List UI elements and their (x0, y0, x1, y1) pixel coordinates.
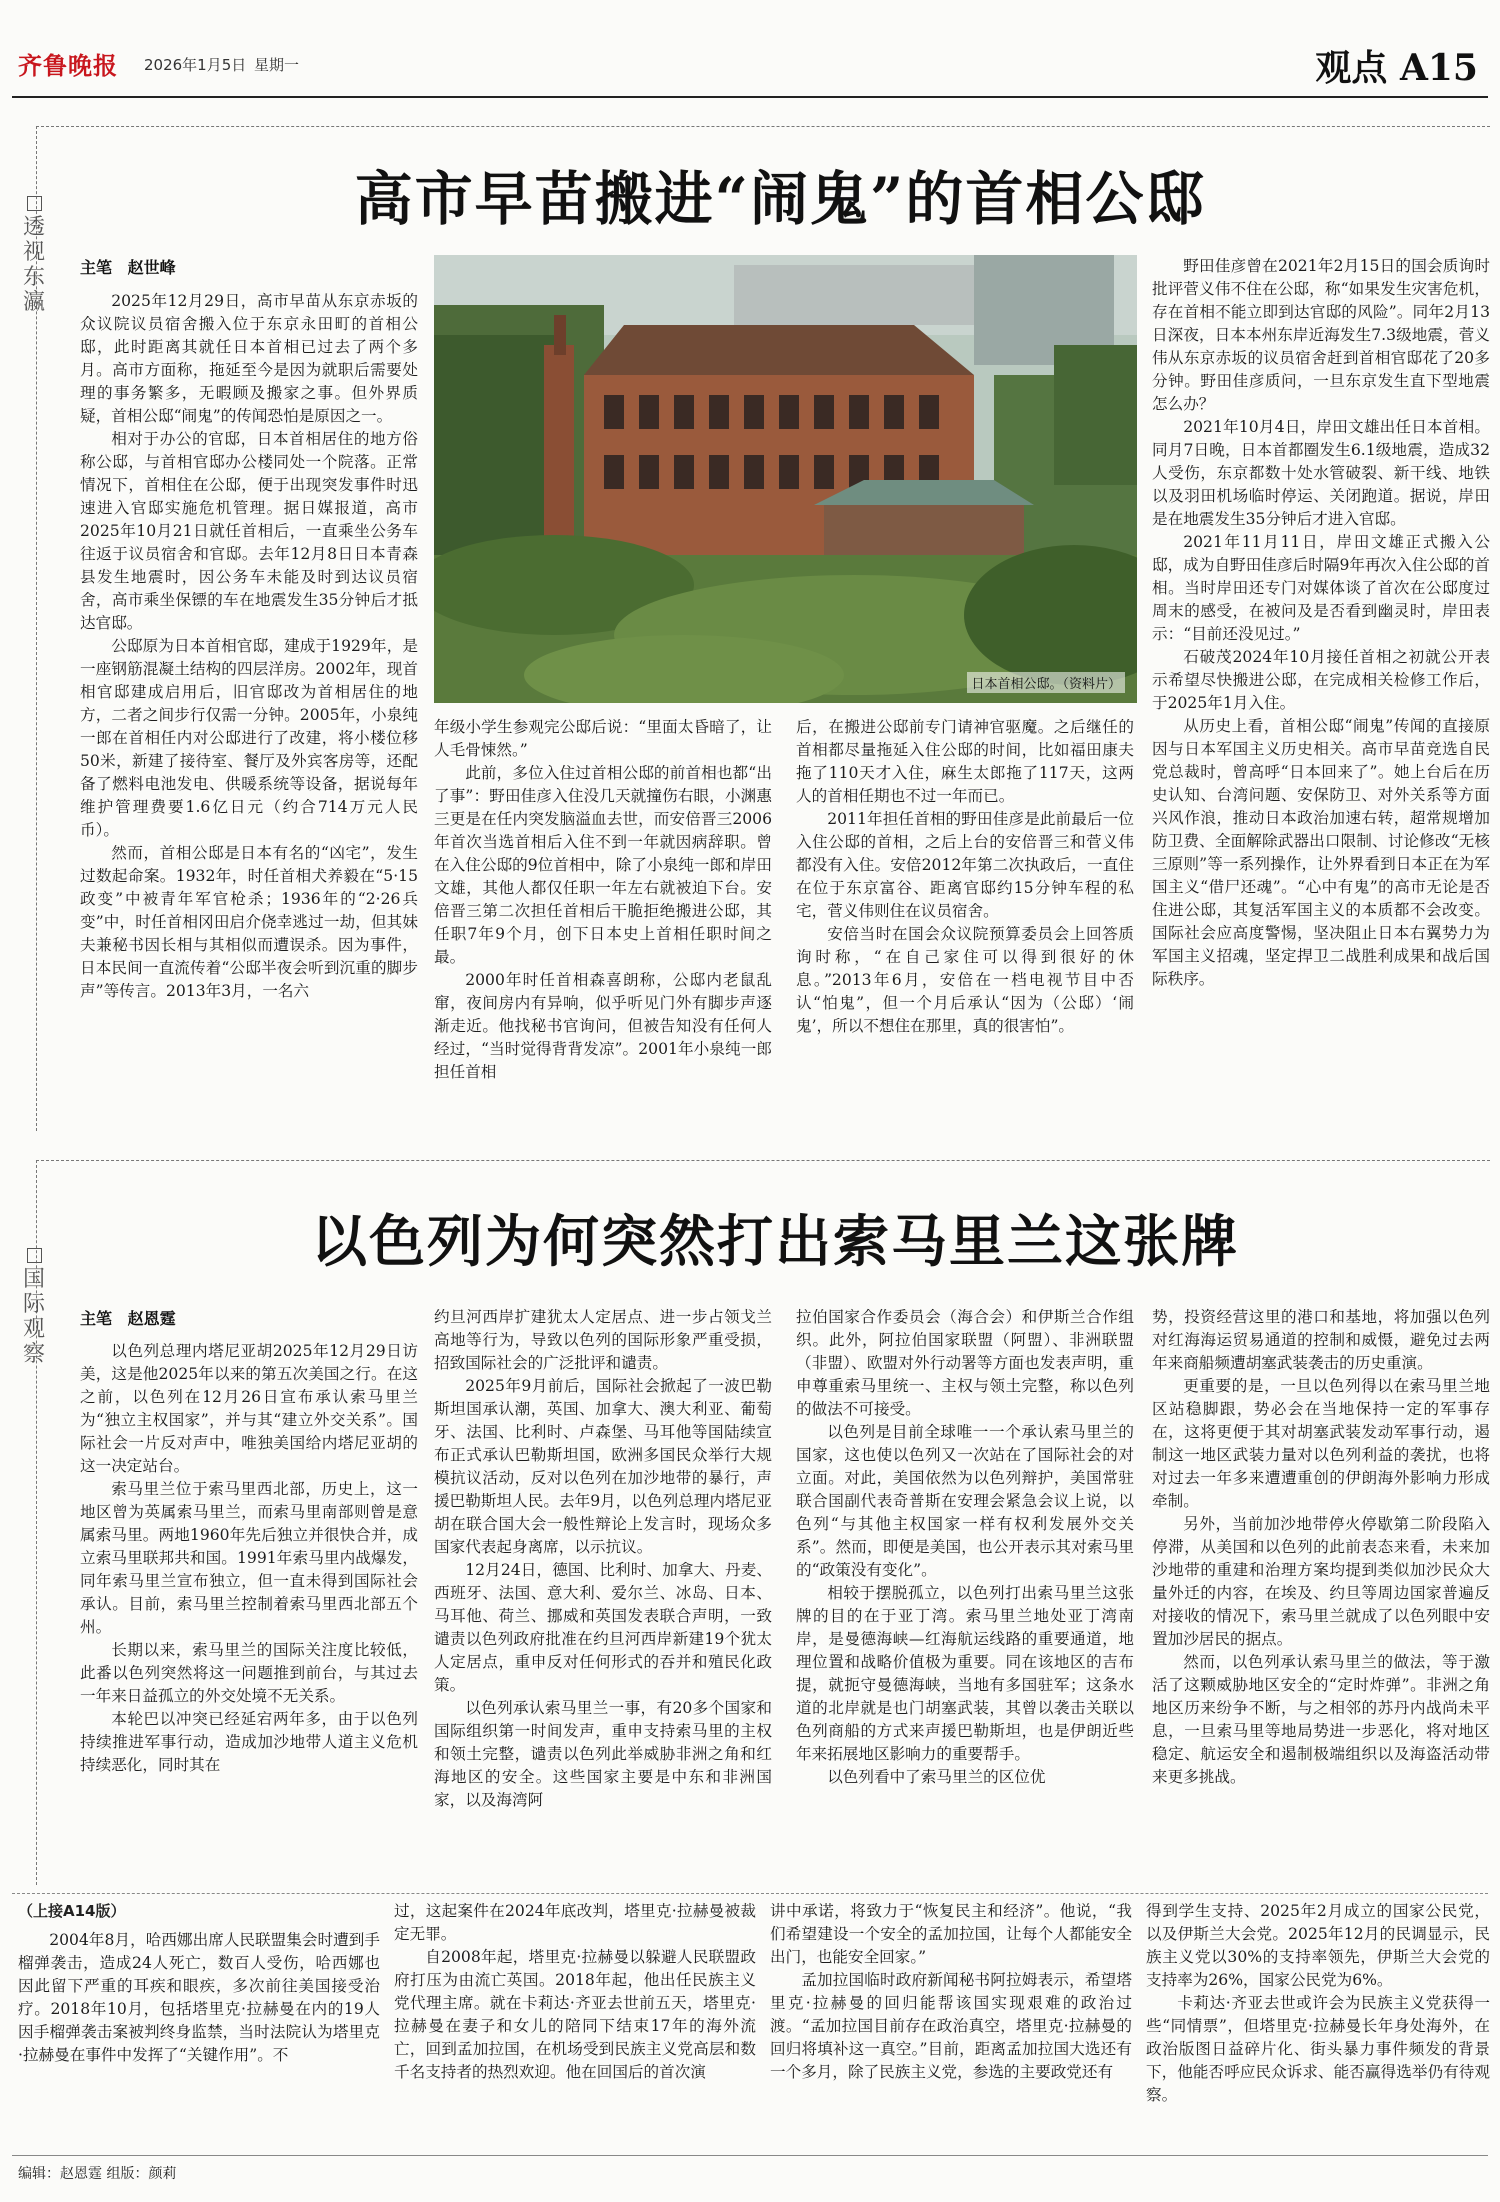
article1-col3 (796, 716, 1134, 1122)
article1-col2 (434, 716, 772, 1122)
footer-rule (12, 2155, 1488, 2156)
continued-col1-p1: 2004年8月，哈西娜出席人民联盟集会时遭到手榴弹袭击，造成24人死亡，数百人受伤，哈西娜也因此留下严重的耳疾和眼疾，多次前往美国接受治疗。2018年10月，包括塔里克·拉赫曼在内的19人因手榴弹袭击案被判终身监禁，当时法院认为塔里克·拉赫曼在事件中发挥了“关键作用”。不 (18, 1931, 380, 2064)
section-page-label: 观点 A15 (1315, 47, 1478, 89)
article1-col1-p1: 2025年12月29日，高市早苗从东京赤坂的众议院议员宿舍搬入位于东京永田町的首相公邸，此时距离其就任日本首相已过去了两个多月。高市方面称，拖延至今是因为就职后需要处理的事务繁多，无暇顾及搬家之事。但外界质疑，首相公邸“闹鬼”的传闻恐怕是原因之一。 (80, 292, 418, 425)
article2-col1-p3: 长期以来，索马里兰的国际关注度比较低，此番以色列突然将这一问题推到前台，与其过去一年来日益孤立的外交处境不无关系。 (80, 1641, 418, 1705)
article2-col3 (796, 1306, 1134, 1880)
byline-role: 主笔 (80, 1309, 113, 1328)
continued-separator (12, 1893, 1488, 1894)
prime-minister-residence-photo (434, 255, 1137, 703)
continued-col4-p2: 卡莉达·齐亚去世或许会为民族主义党获得一些“同情票”，但塔里克·拉赫曼长年身处海外，在政治版图日益碎片化、街头暴力事件频发的背景下，他能否呼应民众诉求、能否赢得选举仍有待观察。 (1146, 1994, 1490, 2104)
article2-col2-p4: 以色列承认索马里兰一事，有20多个国家和国际组织第一时间发声，重申支持索马里的主权和领土完整，谴责以色列此举威胁非洲之角和红海地区的安全。这些国家主要是中东和非洲国家，以及海湾阿 (434, 1699, 772, 1809)
article1-col2-p3: 2000年时任首相森喜朗称，公邸内老鼠乱窜，夜间房内有异响，似乎听见门外有脚步声逐渐走近。他找秘书官询问，但被告知没有任何人经过，“当时觉得背背发凉”。2001年小泉纯一郎担任首相 (434, 971, 772, 1081)
article2-col3-p2: 以色列是目前全球唯一一个承认索马里兰的国家，这也使以色列又一次站在了国际社会的对立面。对此，美国依然为以色列辩护，美国常驻联合国副代表奇普斯在安理会紧急会议上说，以色列“与其他主权国家一样有权利发展外交关系”。然而，即便是美国，也公开表示其对索马里的“政策没有变化”。 (796, 1423, 1134, 1579)
article1-col2-p2: 此前，多位入住过首相公邸的前首相也都“出了事”：野田佳彦入住没几天就撞伤右眼，小渊惠三更是在任内突发脑溢血去世，而安倍晋三2006年首次当选首相后入住不到一年就因病辞职。曾在入住公邸的9位首相中，除了小泉纯一郎和岸田文雄，其他人都仅任职一年左右就被迫下台。安倍晋三第二次担任首相后干脆拒绝搬进公邸，其任职7年9个月，创下日本史上首相任职时间之最。 (434, 764, 772, 966)
article1-col4 (1152, 255, 1490, 1122)
article2-col4-p3: 另外，当前加沙地带停火停歇第二阶段陷入停滞，从美国和以色列的此前表态来看，未来加沙地带的重建和治理方案均提到类似加沙民众大量外迁的内容，在埃及、约旦等周边国家普遍反对接收的情况下，索马里兰就成了以色列眼中安置加沙居民的据点。 (1152, 1515, 1490, 1648)
article1-col1-p4: 然而，首相公邸是日本有名的“凶宅”，发生过数起命案。1932年，时任首相犬养毅在“5·15政变”中被青年军官枪杀；1936年的“2·26兵变”中，时任首相冈田启介侥幸逃过一劫，但其妹夫兼秘书因长相与其相似而遭误杀。因为事件，日本民间一直流传着“公邸半夜会听到沉重的脚步声”等传言。2013年3月，一名六 (80, 844, 418, 1000)
article2-col1-p4: 本轮巴以冲突已经延宕两年多，由于以色列持续推进军事行动，造成加沙地带人道主义危机持续恶化，同时其在 (80, 1710, 418, 1774)
continued-col2-text (394, 1900, 756, 2150)
issue-weekday: 星期一 (254, 56, 300, 74)
byline-role: 主笔 (80, 258, 113, 277)
article2-byline (80, 1306, 176, 1329)
article2-col4-p4: 然而，以色列承认索马里兰的做法，等于激活了这颗威胁地区安全的“定时炸弹”。非洲之角地区历来纷争不断，与之相邻的苏丹内战尚未平息，一旦索马里等地局势进一步恶化，将对地区稳定、航运安全和遏制极端组织以及海盗活动带来更多挑战。 (1152, 1653, 1490, 1786)
article2-col2-p1: 约旦河西岸扩建犹太人定居点、进一步占领戈兰高地等行为，导致以色列的国际形象严重受损，招致国际社会的广泛批评和谴责。 (434, 1308, 772, 1372)
continued-col3-p2: 孟加拉国临时政府新闻秘书阿拉姆表示，希望塔里克·拉赫曼的回归能帮该国实现艰难的政治过渡。“孟加拉国目前存在政治真空，塔里克·拉赫曼的回归将填补这一真空。”目前，距离孟加拉国大选还有一个多月，除了民族主义党，参选的主要政党还有 (770, 1971, 1132, 2081)
newspaper-masthead: 齐鲁晚报 (18, 52, 118, 80)
article1-column-tag-text: 透视东瀛 (22, 215, 45, 315)
article2-col1 (80, 1340, 418, 1880)
article1-col2-p1: 年级小学生参观完公邸后说：“里面太昏暗了，让人毛骨悚然。” (434, 718, 772, 759)
editor-credit: 编辑：赵恩霆 组版：颜莉 (18, 2166, 177, 2182)
article1-col3-p1: 后，在搬进公邸前专门请神官驱魔。之后继任的首相都尽量拖延入住公邸的时间，比如福田康夫拖了110天才入住，麻生太郎拖了117天，这两人的首相任期也不过一年而已。 (796, 718, 1134, 805)
article2-col4 (1152, 1306, 1490, 1880)
article2-col1-p1: 以色列总理内塔尼亚胡2025年12月29日访美，这是他2025年以来的第五次美国之行。在这之前，以色列在12月26日宣布承认索马里兰为“独立主权国家”，并与其“建立外交关系”。国际社会一片反对声中，唯独美国给内塔尼亚胡的这一决定站台。 (80, 1342, 418, 1475)
article2-col1-p2: 索马里兰位于索马里西北部，历史上，这一地区曾为英属索马里兰，而索马里南部则曾是意属索马里。两地1960年先后独立并很快合并，成立索马里联邦共和国。1991年索马里内战爆发，同年索马里兰宣布独立，但一直未得到国际社会承认。目前，索马里兰控制着索马里西北部五个州。 (80, 1480, 418, 1636)
article2-col2-p3: 12月24日，德国、比利时、加拿大、丹麦、西班牙、法国、意大利、爱尔兰、冰岛、日本、马耳他、荷兰、挪威和英国发表联合声明，一致谴责以色列政府批准在约旦河西岸新建19个犹太人定居点，重申反对任何形式的吞并和殖民化政策。 (434, 1561, 772, 1694)
article1-col3-p2: 2011年担任首相的野田佳彦是此前最后一位入住公邸的首相，之后上台的安倍晋三和菅义伟都没有入住。安倍2012年第二次执政后，一直住在位于东京富谷、距离官邸约15分钟车程的私宅，菅义伟则住在议员宿舍。 (796, 810, 1134, 920)
article2-col2 (434, 1306, 772, 1880)
continued-from-label: （上接A14版） (18, 1902, 126, 1920)
continued-col3-p1: 讲中承诺，将致力于“恢复民主和经济”。他说，“我们希望建设一个安全的孟加拉国，让每个人都能安全出门，也能安全回家。” (770, 1902, 1132, 1966)
continued-col2-p2: 自2008年起，塔里克·拉赫曼以躲避人民联盟政府打压为由流亡英国。2018年起，他出任民族主义党代理主席。就在卡莉达·齐亚去世前五天，塔里克·拉赫曼在妻子和女儿的陪同下结束17年的海外流亡，回到孟加拉国，在机场受到民族主义党高层和数千名支持者的热烈欢迎。他在回国后的首次演 (394, 1948, 756, 2081)
article2-col4-p1: 势，投资经营这里的港口和基地，将加强以色列对红海海运贸易通道的控制和威慑，避免过去两年来商船频遭胡塞武装袭击的历史重演。 (1152, 1308, 1490, 1372)
article2-column-tag-text: 国际观察 (22, 1267, 45, 1367)
article1-col1-p3: 公邸原为日本首相官邸，建成于1929年，是一座钢筋混凝土结构的四层洋房。2002年，现首相官邸建成启用后，旧官邸改为首相居住的地方，二者之间步行仅需一分钟。2005年，小泉纯一郎在首相任内对公邸进行了改建，将小楼位移50米，新建了接待室、餐厅及外宾客房等，还配备了燃料电池发电、供暖系统等设备，据说每年维护管理费要1.6亿日元（约合714万元人民币）。 (80, 637, 418, 839)
photo-caption: 日本首相公邸。（资料片） (967, 672, 1125, 693)
article1-col4-p3: 2021年11月11日，岸田文雄正式搬入公邸，成为自野田佳彦后时隔9年再次入住公邸的首相。当时岸田还专门对媒体谈了首次在公邸度过周末的感受，在被问及是否看到幽灵时，岸田表示：“目前还没见过。” (1152, 533, 1490, 643)
article1-col4-p2: 2021年10月4日，岸田文雄出任日本首相。同月7日晚，日本首都圈发生6.1级地震，造成32人受伤，东京都数十处水管破裂、新干线、地铁以及羽田机场临时停运、关闭跑道。据说，岸田是在地震发生35分钟后才进入官邸。 (1152, 418, 1490, 528)
article1-col4-p1: 野田佳彦曾在2021年2月15日的国会质询时批评菅义伟不住在公邸，称“如果发生灾害危机，存在首相不能立即到达官邸的风险”。同年2月13日深夜，日本本州东岸近海发生7.3级地震，菅义伟从东京赤坂的议员宿舍赶到首相官邸花了20多分钟。野田佳彦质问，一旦东京发生直下型地震怎么办？ (1152, 257, 1490, 413)
article1-col1-p2: 相对于办公的官邸，日本首相居住的地方俗称公邸，与首相官邸办公楼同处一个院落。正常情况下，首相住在公邸，便于出现突发事件时迅速进入官邸实施危机管理。据日媒报道，高市2025年10月21日就任首相后，一直乘坐公务车往返于议员宿舍和官邸。去年12月8日日本青森县发生地震时，因公务车未能及时到达议员宿舍，高市乘坐保镖的车在地震发生35分钟后才抵达官邸。 (80, 430, 418, 632)
article2-headline: 以色列为何突然打出索马里兰这张牌 (311, 1209, 1239, 1275)
article2-col3-p3: 相较于摆脱孤立，以色列打出索马里兰这张牌的目的在于亚丁湾。索马里兰地处亚丁湾南岸，是曼德海峡—红海航运线路的重要通道，地理位置和战略价值极为重要。同在该地区的吉布提，就扼守曼德海峡，当地有多国驻军；这条水道的北岸就是也门胡塞武装，其曾以袭击关联以色列商船的方式来声援巴勒斯坦，也是伊朗近些年来拓展地区影响力的重要帮手。 (796, 1584, 1134, 1763)
residence-photo-illustration (434, 255, 1137, 703)
article1-byline (80, 255, 176, 278)
article1-col4-p5: 从历史上看，首相公邸“闹鬼”传闻的直接原因与日本军国主义历史相关。高市早苗竞选自民党总裁时，曾高呼“日本回来了”。她上台后在历史认知、台湾问题、安保防卫、对外关系等方面兴风作浪，推动日本政治加速右转，超常规增加防卫费、全面解除武器出口限制、讨论修改“无核三原则”等一系列操作，让外界看到日本正在为军国主义“借尸还魂”。“心中有鬼”的高市无论是否住进公邸，其复活军国主义的本质都不会改变。国际社会应高度警惕，坚决阻止日本右翼势力为军国主义招魂，坚定捍卫二战胜利成果和战后国际秩序。 (1152, 717, 1490, 988)
article1-headline: 高市早苗搬进“闹鬼”的首相公邸 (354, 165, 1206, 233)
article1-col4-p4: 石破茂2024年10月接任首相之初就公开表示希望尽快搬进公邸，在完成相关检修工作后，于2025年1月入住。 (1152, 648, 1490, 712)
continued-col4-p1: 得到学生支持、2025年2月成立的国家公民党，以及伊斯兰大会党。2025年12月的民调显示，民族主义党以30%的支持率领先，伊斯兰大会党的支持率为26%，国家公民党为6%。 (1146, 1902, 1490, 1989)
article1-col1 (80, 290, 418, 1122)
issue-date: 2026年1月5日 (144, 56, 247, 74)
continued-col3 (770, 1900, 1132, 2150)
article2-col3-p1: 拉伯国家合作委员会（海合会）和伊斯兰合作组织。此外，阿拉伯国家联盟（阿盟）、非洲联盟（非盟）、欧盟对外行动署等方面也发表声明，重申尊重索马里统一、主权与领土完整，称以色列的做法不可接受。 (796, 1308, 1134, 1418)
article2-col3-p4: 以色列看中了索马里兰的区位优 (827, 1768, 1046, 1786)
header-rule (12, 96, 1488, 98)
continued-col2-p1: 过，这起案件在2024年底改判，塔里克·拉赫曼被裁定无罪。 (394, 1902, 756, 1943)
article1-col3-p3: 安倍当时在国会众议院预算委员会上回答质询时称，“在自己家住可以得到很好的休息。”2013年6月，安倍在一档电视节目中否认“怕鬼”，但一个月后承认“因为（公邸）‘闹鬼’，所以不想住在那里，真的很害怕”。 (796, 925, 1134, 1035)
article2-col4-p2: 更重要的是，一旦以色列得以在索马里兰地区站稳脚跟，势必会在当地保持一定的军事存在，这将更便于其对胡塞武装发动军事行动，遏制这一地区武装力量对以色列利益的袭扰，也将对过去一年多来遭遭重创的伊朗海外影响力形成牵制。 (1152, 1377, 1490, 1510)
byline-author: 赵世峰 (127, 258, 176, 277)
continued-col1 (18, 1900, 380, 2150)
article2-col2-p2: 2025年9月前后，国际社会掀起了一波巴勒斯坦国承认潮，英国、加拿大、澳大利亚、葡萄牙、法国、比利时、卢森堡、马耳他等国陆续宣布正式承认巴勒斯坦国，欧洲多国民众举行大规模抗议活动，反对以色列在加沙地带的暴行，声援巴勒斯坦人民。去年9月，以色列总理内塔尼亚胡在联合国大会一般性辩论上发言时，现场众多国家代表起身离席，以示抗议。 (434, 1377, 772, 1556)
byline-author: 赵恩霆 (127, 1309, 176, 1328)
continued-col4 (1146, 1900, 1490, 2150)
